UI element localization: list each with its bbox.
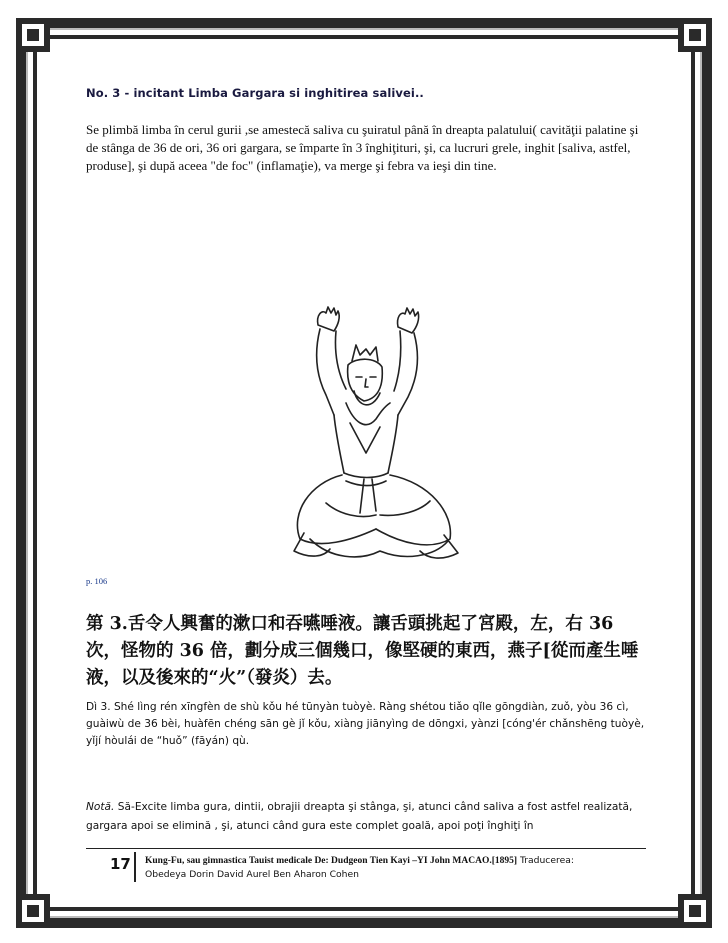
- note-paragraph: [86, 798, 646, 836]
- chinese-paragraph: 第 3.舌令人興奮的漱口和吞嚥唾液。讓舌頭挑起了宮殿，左，右 36 次，怪物的 36 倍，劃分成三個幾口，像堅硬的東西，燕子[從而產生唾液，以及後來的“火”（發炎）去。: [86, 614, 639, 688]
- footer-translator-name: Obedeya Dorin David Aurel Ben Aharon Cohen: [145, 869, 359, 880]
- corner-ornament-icon: [16, 18, 50, 52]
- page-reference: p. 106: [86, 576, 108, 586]
- corner-ornament-icon: [678, 894, 712, 928]
- pinyin-paragraph: Dì 3. Shé lìng rén xīngfèn de shù kǒu hé tūnyàn tuòyè. Ràng shétou tiǎo qǐle gōngdiàn, zuǒ, yòu 36 cì, guàiwù de 36 bèi, huàfēn chéng sān gè jǐ kǒu, xiàng jiānyìng de dōngxi, yànzi [cóng'ér chǎnshēng tuòyè, yǐjí hòulái de “huǒ” (fāyán) qù.: [86, 701, 645, 747]
- romanian-paragraph: Se plimbă limba în cerul gurii ,se amestecă saliva cu şuiratul până în dreapta palatului( cavităţii palatine şi de stânga de 36 de ori, 36 ori gargara, se împarte în 3 înghiţituri, şi, ca lucruri grele, inghit [saliva, astfel, produse], şi după aceea "de foc" (inflamaţie), va merge şi febra va ieşi din tine.: [86, 122, 639, 173]
- note-label: Notă.: [86, 801, 115, 813]
- footer-citation: [145, 854, 665, 882]
- page-number: 17: [110, 855, 131, 873]
- footer-divider: [86, 848, 646, 849]
- section-heading: No. 3 - incitant Limba Gargara si inghitirea salivei..: [86, 86, 424, 100]
- footer-title: Kung-Fu, sau gimnastica Tauist medicale De: Dudgeon Tien Kayi –YI John MACAO.[1895]: [145, 856, 518, 866]
- seated-figure-illustration: [280, 303, 480, 575]
- corner-ornament-icon: [678, 18, 712, 52]
- note-text: Să-Excite limba gura, dintii, obrajii dreapta şi stânga, şi, atunci când saliva a fost astfel realizată, gargara apoi se elimină , şi, atunci când gura este complet goală, apoi poţi înghiţi în: [86, 801, 633, 832]
- footer-separator: [134, 852, 136, 882]
- corner-ornament-icon: [16, 894, 50, 928]
- footer-translator-label: Traducerea:: [517, 855, 574, 866]
